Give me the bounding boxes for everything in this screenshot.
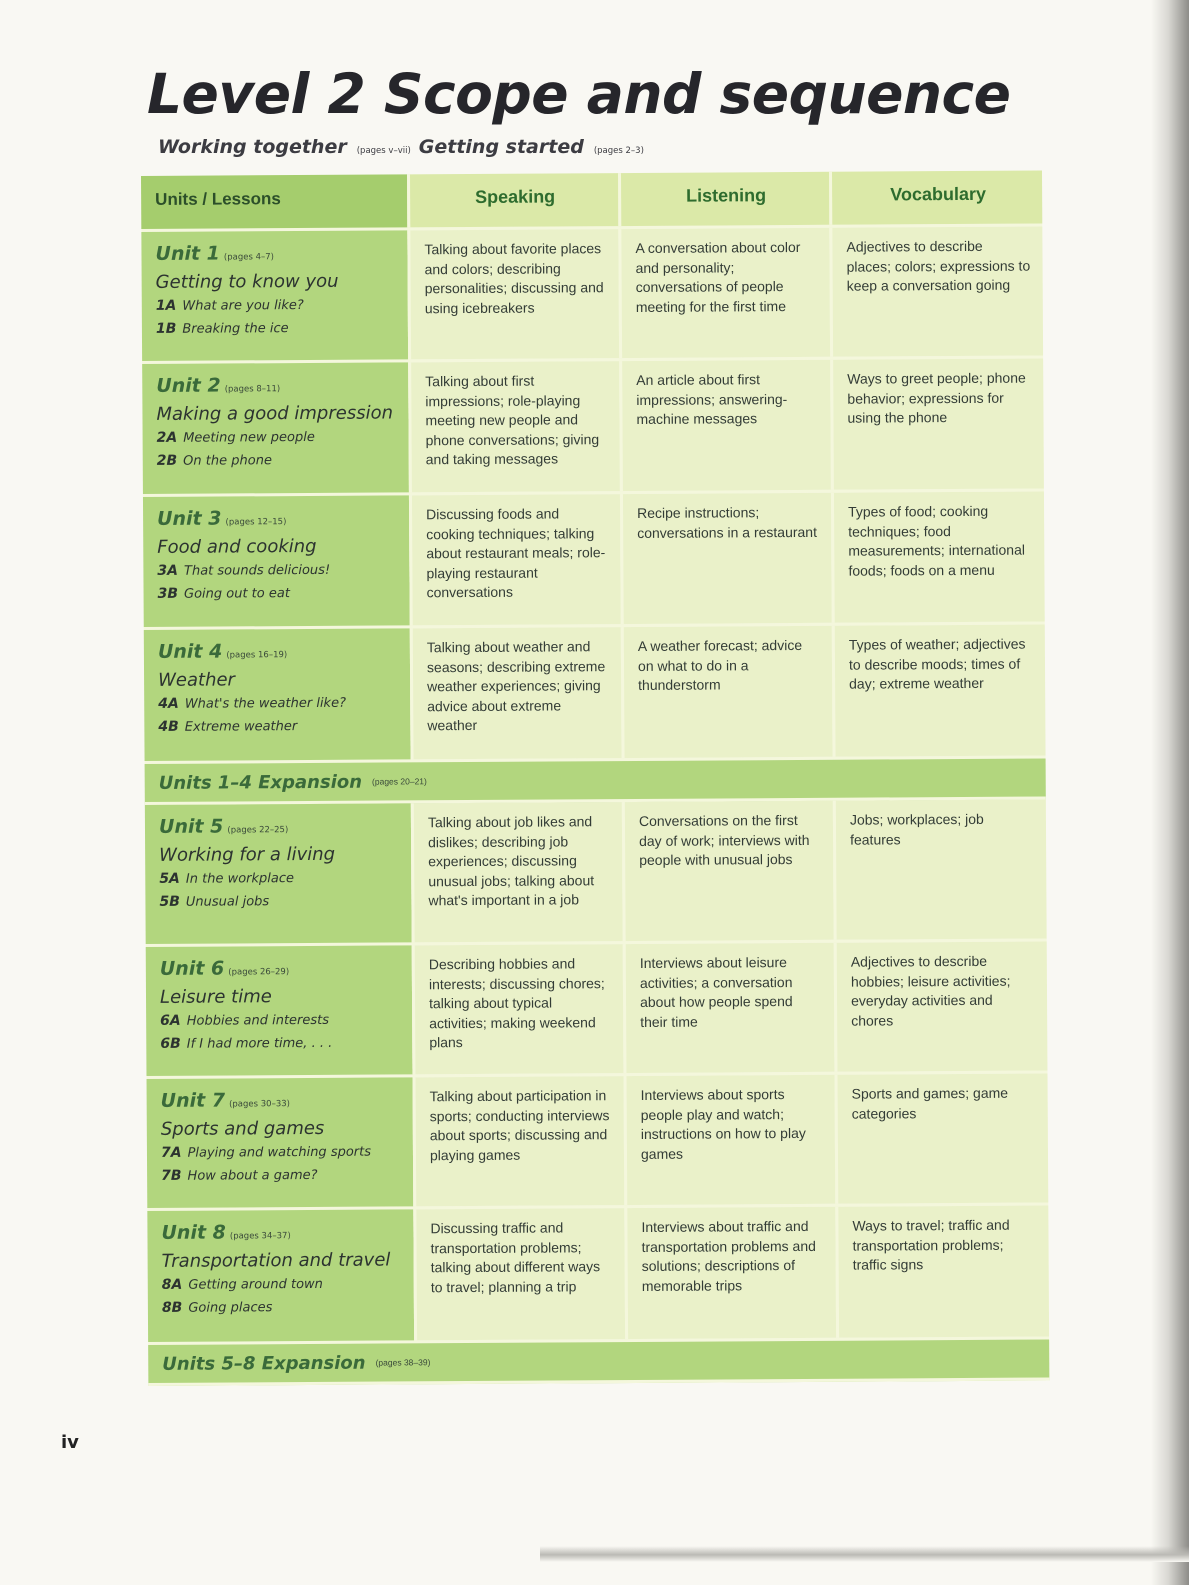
lesson-item xyxy=(160,1031,400,1055)
lesson-item xyxy=(161,1163,401,1187)
unit-name: Sports and games xyxy=(160,1117,325,1140)
unit-cell xyxy=(145,803,412,944)
unit-label: Unit 7 xyxy=(160,1089,226,1112)
listening-cell: An article about first impressions; answering-machine messages xyxy=(619,360,831,491)
unit-label: Unit 1 xyxy=(155,242,220,265)
unit-row xyxy=(147,1205,1049,1345)
unit-pages: (pages 22–25) xyxy=(227,825,289,836)
subtitle-pages: (pages v–vii) xyxy=(356,146,411,156)
speaking-cell: Describing hobbies and interests; discussing chores; talking about typical activities; making weekend plans xyxy=(412,944,624,1074)
listening-cell: Interviews about leisure activities; a conversation about how people spend their time xyxy=(623,943,835,1073)
subtitle-getting-started: Getting started xyxy=(418,136,584,158)
expansion-title: Units 5–8 Expansion xyxy=(162,1352,366,1375)
lesson-title: Playing and watching sports xyxy=(187,1144,372,1161)
unit-name: Leisure time xyxy=(159,986,272,1008)
lesson-item xyxy=(157,425,397,449)
lesson-code: 4B xyxy=(158,718,179,735)
header-vocabulary: Vocabulary xyxy=(829,170,1042,224)
subtitle-pages: (pages 2–3) xyxy=(593,146,644,156)
lesson-code: 1B xyxy=(155,320,177,337)
lesson-item xyxy=(158,714,398,738)
unit-cell xyxy=(142,362,409,494)
unit-cell xyxy=(147,1077,414,1208)
lesson-code: 7B xyxy=(161,1167,182,1184)
unit-cell xyxy=(146,945,413,1076)
lesson-code: 6B xyxy=(160,1035,181,1052)
listening-cell: Recipe instructions; conversations in a restaurant xyxy=(620,493,832,624)
lesson-item xyxy=(157,558,397,582)
speaking-cell: Talking about job likes and dislikes; describing job experiences; discussing unusual jobs; talking about what's important in a job xyxy=(411,802,623,942)
subtitle-working-together: Working together xyxy=(158,136,347,158)
lesson-item xyxy=(157,581,397,605)
listening-cell: Conversations on the first day of work; interviews with people with unusual jobs xyxy=(622,801,834,941)
unit-name: Food and cooking xyxy=(157,535,317,558)
vocabulary-cell: Types of food; cooking techniques; food measurements; international foods; foods on a menu xyxy=(831,491,1045,622)
lesson-code: 8A xyxy=(161,1276,183,1293)
scope-table xyxy=(141,170,1049,1385)
lesson-title: On the phone xyxy=(183,453,272,469)
unit-name: Transportation and travel xyxy=(161,1249,391,1272)
lesson-code: 8B xyxy=(161,1299,183,1316)
unit-row xyxy=(142,358,1044,497)
lesson-item xyxy=(161,1140,401,1164)
listening-cell: Interviews about traffic and transportation problems and solutions; descriptions of memorable trips xyxy=(624,1207,836,1339)
unit-cell xyxy=(147,1209,414,1342)
subtitle xyxy=(158,136,652,158)
speaking-cell: Talking about participation in sports; conducting interviews about sports; discussing and playing games xyxy=(413,1076,625,1206)
unit-label: Unit 2 xyxy=(156,374,221,397)
lesson-code: 2B xyxy=(156,452,178,469)
page-edge-shadow xyxy=(1151,0,1189,1585)
unit-pages: (pages 8–11) xyxy=(224,384,281,395)
unit-cell xyxy=(143,495,410,627)
lesson-code: 5A xyxy=(159,870,180,887)
expansion-title: Units 1–4 Expansion xyxy=(158,771,363,794)
unit-pages: (pages 34–37) xyxy=(229,1231,291,1242)
lesson-item xyxy=(158,691,398,715)
lesson-item xyxy=(162,1272,402,1296)
speaking-cell: Talking about first impressions; role-playing meeting new people and phone conversations; giving and taking messages xyxy=(408,361,620,492)
lesson-code: 2A xyxy=(156,429,178,446)
lesson-code: 3B xyxy=(157,585,179,602)
unit-pages: (pages 12–15) xyxy=(225,517,287,528)
speaking-cell: Discussing foods and cooking techniques; talking about restaurant meals; role-playing restaurant conversations xyxy=(409,494,621,625)
lesson-code: 1A xyxy=(155,297,177,314)
lesson-title: Going places xyxy=(188,1300,273,1316)
lesson-code: 4A xyxy=(158,695,179,712)
unit-row xyxy=(143,491,1045,630)
expansion-row xyxy=(145,758,1046,805)
lesson-item xyxy=(156,293,396,317)
vocabulary-cell: Ways to greet people; phone behavior; expressions for using the phone xyxy=(830,358,1044,489)
unit-name: Weather xyxy=(158,669,235,691)
listening-cell: Interviews about sports people play and watch; instructions on how to play games xyxy=(624,1075,836,1205)
unit-name: Making a good impression xyxy=(156,402,394,425)
header-listening: Listening xyxy=(618,172,829,226)
unit-row xyxy=(141,226,1043,364)
lesson-item xyxy=(159,866,399,890)
unit-label: Unit 5 xyxy=(158,815,224,838)
listening-cell: A weather forecast; advice on what to do in a thunderstorm xyxy=(621,626,833,758)
lesson-code: 3A xyxy=(157,562,179,579)
unit-cell xyxy=(141,230,408,361)
vocabulary-cell: Types of weather; adjectives to describe moods; times of day; extreme weather xyxy=(832,624,1046,756)
lesson-title: In the workplace xyxy=(185,871,295,887)
lesson-title: Unusual jobs xyxy=(185,894,270,910)
table-header-row xyxy=(141,170,1042,232)
lesson-item xyxy=(157,448,397,472)
unit-row xyxy=(147,1073,1049,1211)
speaking-cell: Discussing traffic and transportation problems; talking about different ways to travel; planning a trip xyxy=(413,1208,625,1340)
unit-pages: (pages 16–19) xyxy=(226,650,288,661)
unit-pages: (pages 30–33) xyxy=(229,1099,290,1110)
vocabulary-cell: Jobs; workplaces; job features xyxy=(833,799,1047,939)
unit-label: Unit 4 xyxy=(157,640,223,663)
expansion-pages: (pages 38–39) xyxy=(375,1357,431,1368)
lesson-code: 7A xyxy=(160,1144,182,1161)
lesson-code: 6A xyxy=(160,1012,181,1029)
page-bottom-shadow xyxy=(540,1546,1189,1562)
lesson-title: Hobbies and interests xyxy=(186,1012,330,1029)
unit-name: Working for a living xyxy=(159,843,336,866)
lesson-title: How about a game? xyxy=(187,1167,318,1184)
lesson-title: That sounds delicious! xyxy=(183,562,331,579)
expansion-row xyxy=(148,1339,1049,1386)
unit-row xyxy=(145,799,1047,947)
unit-pages: (pages 26–29) xyxy=(228,967,290,978)
unit-row xyxy=(146,941,1048,1079)
lesson-title: Breaking the ice xyxy=(182,321,289,337)
vocabulary-cell: Ways to travel; traffic and transportation problems; traffic signs xyxy=(835,1205,1049,1337)
unit-row xyxy=(144,624,1046,764)
vocabulary-cell: Adjectives to describe hobbies; leisure activities; everyday activities and chores xyxy=(834,941,1048,1071)
lesson-title: Extreme weather xyxy=(184,719,298,735)
unit-label: Unit 8 xyxy=(161,1221,226,1244)
unit-name: Getting to know you xyxy=(155,270,339,293)
lesson-item xyxy=(162,1295,402,1319)
header-units-lessons: Units / Lessons xyxy=(141,174,407,229)
lesson-title: Going out to eat xyxy=(183,586,290,602)
vocabulary-cell: Sports and games; game categories xyxy=(835,1073,1049,1203)
page-number: iv xyxy=(61,1432,79,1453)
listening-cell: A conversation about color and personality; conversations of people meeting for the first time xyxy=(618,228,830,358)
unit-pages: (pages 4–7) xyxy=(223,252,274,263)
unit-label: Unit 6 xyxy=(159,957,225,980)
lesson-title: What are you like? xyxy=(182,298,304,314)
lesson-title: Getting around town xyxy=(188,1276,323,1293)
unit-label: Unit 3 xyxy=(157,507,222,530)
header-speaking: Speaking xyxy=(407,173,618,227)
lesson-item xyxy=(160,1008,400,1032)
lesson-title: Meeting new people xyxy=(183,429,315,446)
speaking-cell: Talking about favorite places and colors; describing personalities; discussing and using icebreakers xyxy=(407,229,619,359)
lesson-item xyxy=(156,316,396,340)
page-title: Level 2 Scope and sequence xyxy=(147,62,1011,126)
speaking-cell: Talking about weather and seasons; describing extreme weather experiences; giving advice about extreme weather xyxy=(410,627,622,759)
lesson-code: 5B xyxy=(159,893,180,910)
vocabulary-cell: Adjectives to describe places; colors; expressions to keep a conversation going xyxy=(829,226,1043,356)
unit-cell xyxy=(144,628,411,761)
lesson-title: What's the weather like? xyxy=(184,695,347,712)
expansion-pages: (pages 20–21) xyxy=(372,776,427,787)
lesson-title: If I had more time, . . . xyxy=(186,1035,333,1052)
lesson-item xyxy=(159,889,399,913)
